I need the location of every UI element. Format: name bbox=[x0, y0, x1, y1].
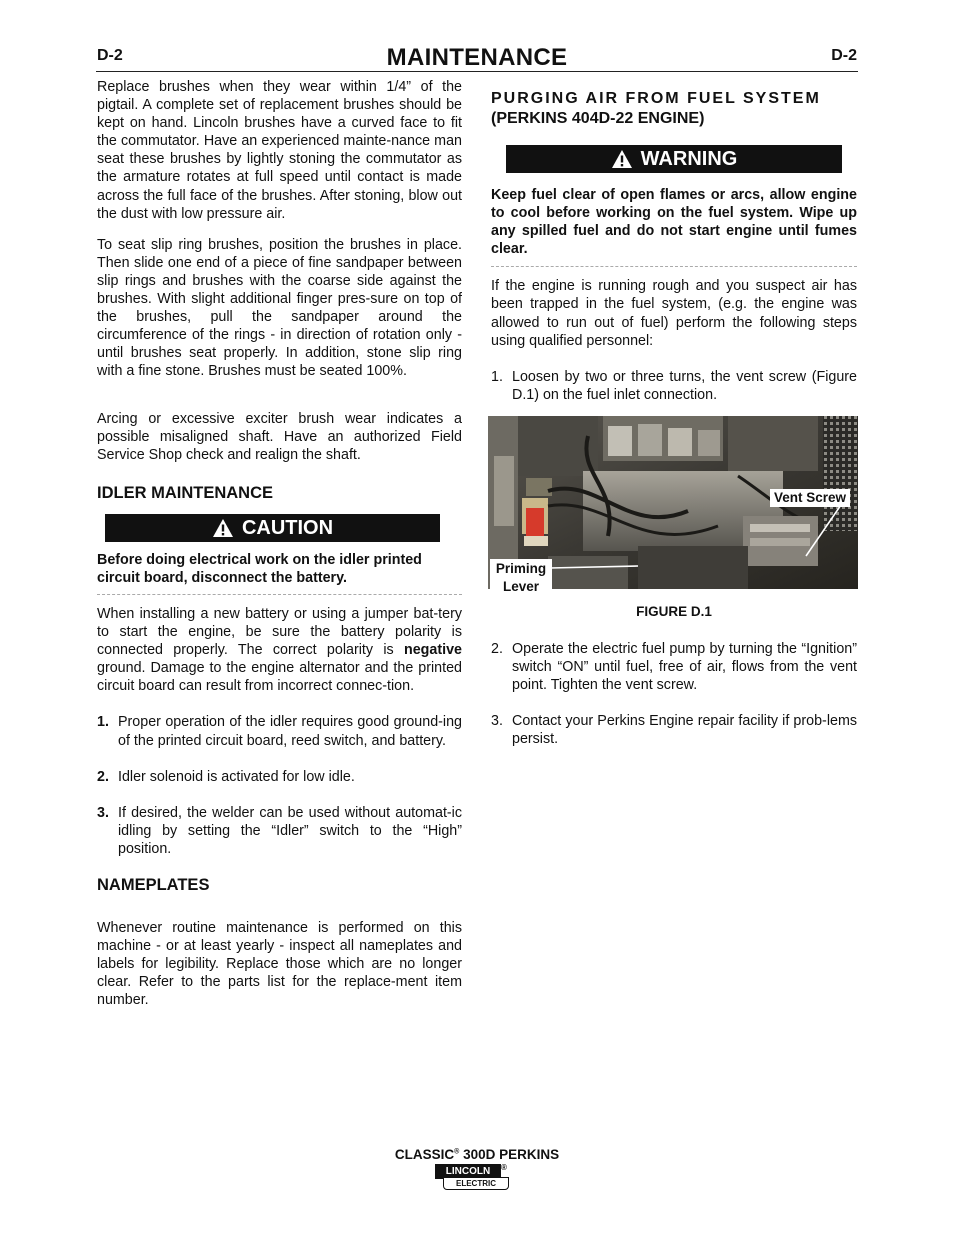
left-column bbox=[97, 78, 462, 1009]
figure-caption: FIGURE D.1 bbox=[636, 604, 712, 619]
nameplates-heading: NAMEPLATES bbox=[97, 876, 210, 894]
idler-list bbox=[97, 713, 462, 858]
page-code-right: D-2 bbox=[831, 47, 857, 64]
model-suffix: 300D PERKINS bbox=[459, 1147, 560, 1162]
list-item: 1. Loosen by two or three turns, the vent screw (Figure D.1) on the fuel inlet connection. bbox=[491, 368, 857, 403]
warning-label: WARNING bbox=[640, 147, 738, 170]
page-title: MAINTENANCE bbox=[386, 44, 568, 71]
right-column bbox=[491, 89, 857, 404]
idler-maintenance-heading: IDLER MAINTENANCE bbox=[97, 483, 273, 502]
battery-paragraph bbox=[97, 605, 462, 695]
purging-step-1 bbox=[491, 368, 857, 404]
list-item: 2. Idler solenoid is activated for low idle. bbox=[97, 768, 355, 785]
model-reg: ® bbox=[454, 1148, 460, 1156]
purging-heading: PURGING AIR FROM FUEL SYSTEM bbox=[491, 90, 821, 107]
nameplates-paragraph: Whenever routine maintenance is performed on this machine - or at least yearly - inspect all nameplates and labels for legibility. Replace those which are no longer clear. Refer to the parts list for the replace-ment item number. bbox=[97, 920, 462, 1009]
purging-steps-list bbox=[491, 640, 857, 748]
header-rule bbox=[96, 71, 858, 72]
logo-bottom: ELECTRIC bbox=[443, 1177, 509, 1190]
battery-text-1: When installing a new battery or using a jumper bat-tery to start the engine, be sure the battery polarity is connected properly. The correct polarity is bbox=[97, 605, 462, 659]
brush-replacement-paragraph: Replace brushes when they wear within 1/4” of the pigtail. A complete set of replacement brushes should be kept on hand. Lincoln brushes have a curved face to fit the commutator. Have an experienced mainte-nance man seat these brushes by lightly stoning the commutator as the armature rotates at full speed until contact is made across the full face of the brushes. After stoning, blow out the dust with low pressure air. bbox=[97, 79, 462, 222]
purging-intro: If the engine is running rough and you suspect air has been trapped in the fuel system, (e.g. the engine was allowed to run out of fuel) perform the following steps using qualified personnel: bbox=[491, 278, 857, 349]
purging-subheading: (PERKINS 404D-22 ENGINE) bbox=[491, 110, 705, 127]
vent-screw-label: Vent Screw bbox=[770, 489, 850, 507]
caution-text: Before doing electrical work on the idler printed circuit board, disconnect the battery. bbox=[97, 551, 422, 586]
warning-triangle-icon bbox=[611, 149, 633, 169]
logo-top: LINCOLN bbox=[435, 1164, 501, 1179]
logo-reg: ® bbox=[501, 1163, 507, 1172]
caution-banner bbox=[105, 514, 440, 542]
warning-text: Keep fuel clear of open flames or arcs, allow engine to cool before working on the fuel system. Wipe up any spilled fuel and do not start engine until fumes clear. bbox=[491, 187, 857, 258]
lincoln-electric-logo bbox=[435, 1164, 509, 1190]
list-item: 3. If desired, the welder can be used without automat-ic idling by setting the “Idler” switch to the “High” position. bbox=[97, 804, 462, 857]
page-code-left: D-2 bbox=[97, 47, 123, 64]
caution-label: CAUTION bbox=[241, 516, 334, 539]
priming-label-line1: Priming bbox=[495, 561, 547, 576]
battery-text-2: ground. Damage to the engine alternator and the printed circuit board can result from incorrect connec-tion. bbox=[97, 660, 462, 695]
warning-triangle-icon bbox=[212, 518, 234, 538]
warning-banner bbox=[506, 145, 842, 173]
priming-lever-label bbox=[490, 559, 552, 597]
arcing-paragraph: Arcing or excessive exciter brush wear indicates a possible misaligned shaft. Have an authorized Field Service Shop check and realign the shaft. bbox=[97, 410, 462, 463]
slip-ring-paragraph: To seat slip ring brushes, position the brushes in place. Then slide one end of a piece of fine sandpaper between slip rings and brushes with the coarse side against the brushes. With slight additional finger pres-sure on top of the brushes, pull the sandpaper around the circumference of the rings - in direction of rotation only - until brushes seat properly. In addition, stone slip ring with a fine stone. Brushes must be seated 100%. bbox=[97, 236, 462, 380]
battery-polarity-bold: negative bbox=[403, 642, 462, 659]
purging-steps bbox=[491, 640, 857, 748]
list-item: 3. Contact your Perkins Engine repair facility if prob-lems persist. bbox=[491, 713, 857, 748]
list-item: 1. Proper operation of the idler requires good ground-ing of the printed circuit board, reed switch, and battery. bbox=[97, 714, 462, 749]
model-prefix: CLASSIC bbox=[394, 1147, 455, 1162]
priming-label-line2: Lever bbox=[502, 579, 540, 594]
footer-model bbox=[0, 1147, 954, 1162]
list-item: 2. Operate the electric fuel pump by turning the “Ignition” switch “ON” until fuel, free of air, flows from the vent point. Tighten the vent screw. bbox=[491, 641, 857, 694]
